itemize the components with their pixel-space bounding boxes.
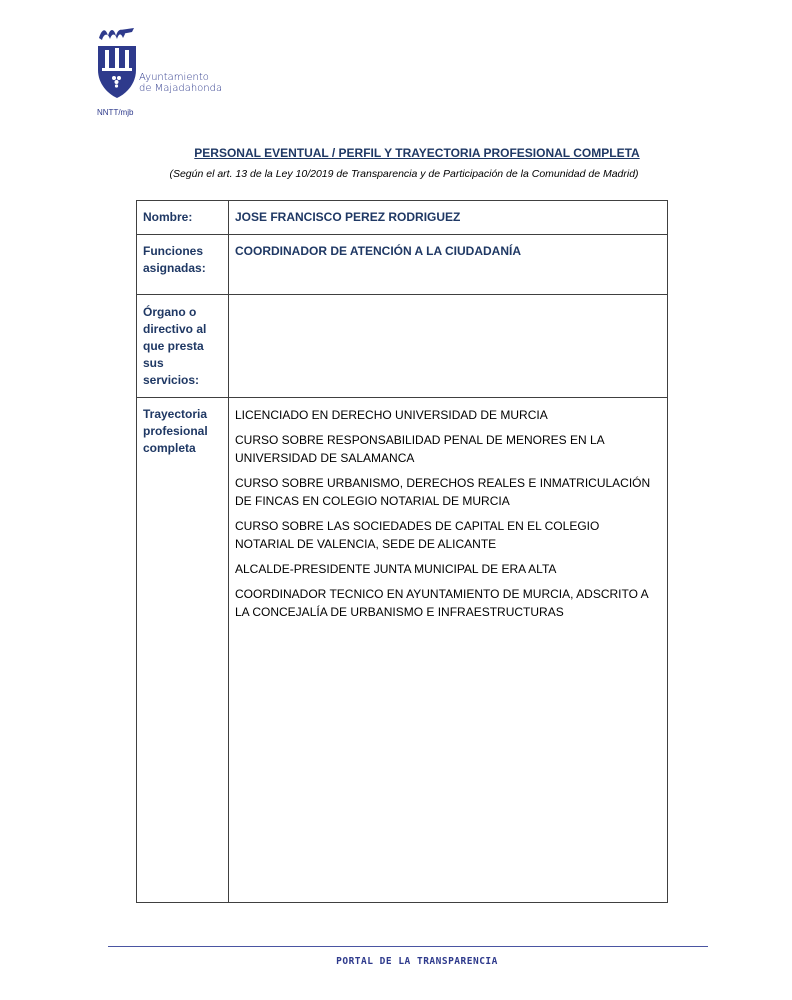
career-item: CURSO SOBRE URBANISMO, DERECHOS REALES E INMATRICULACIÓN DE FINCAS EN COLEGIO NOTARIAL DE MURCIA — [235, 476, 651, 508]
table-row-career — [137, 398, 668, 903]
career-item: COORDINADOR TECNICO EN AYUNTAMIENTO DE MURCIA, ADSCRITO A LA CONCEJALÍA DE URBANISMO E INFRAESTRUCTURAS — [235, 587, 648, 619]
career-item: CURSO SOBRE LAS SOCIEDADES DE CAPITAL EN EL COLEGIO NOTARIAL DE VALENCIA, SEDE DE ALICANTE — [235, 519, 600, 551]
career-item: LICENCIADO EN DERECHO UNIVERSIDAD DE MURCIA — [235, 408, 548, 422]
document-reference: NNTT/mjb — [97, 108, 134, 117]
career-item: ALCALDE-PRESIDENTE JUNTA MUNICIPAL DE ERA ALTA — [235, 562, 557, 576]
footer-divider — [108, 946, 708, 947]
table-row-name — [137, 201, 668, 235]
name-label: Nombre: — [137, 201, 229, 235]
organ-value — [229, 295, 668, 398]
document-subtitle: (Según el art. 13 de la Ley 10/2019 de Transparencia y de Participación de la Comunidad de Madrid) — [169, 168, 639, 180]
table-row-functions — [137, 235, 668, 295]
document-title: PERSONAL EVENTUAL / PERFIL Y TRAYECTORIA PROFESIONAL COMPLETA — [194, 146, 640, 160]
organ-label: Órgano o directivo al que presta sus servicios: — [137, 295, 229, 398]
municipality-logo — [96, 24, 226, 100]
career-list — [229, 398, 668, 903]
career-item: CURSO SOBRE RESPONSABILIDAD PENAL DE MENORES EN LA UNIVERSIDAD DE SALAMANCA — [235, 433, 604, 465]
functions-label: Funciones asignadas: — [137, 235, 229, 295]
coat-of-arms-icon — [96, 24, 138, 100]
functions-value: COORDINADOR DE ATENCIÓN A LA CIUDADANÍA — [229, 235, 668, 295]
career-label: Trayectoria profesional completa — [137, 398, 229, 903]
table-row-organ — [137, 295, 668, 398]
profile-table — [136, 200, 668, 903]
logo-text: Ayuntamiento de Majadahonda — [139, 72, 223, 94]
footer-title: PORTAL DE LA TRANSPARENCIA — [336, 956, 498, 967]
name-value: JOSE FRANCISCO PEREZ RODRIGUEZ — [229, 201, 668, 235]
